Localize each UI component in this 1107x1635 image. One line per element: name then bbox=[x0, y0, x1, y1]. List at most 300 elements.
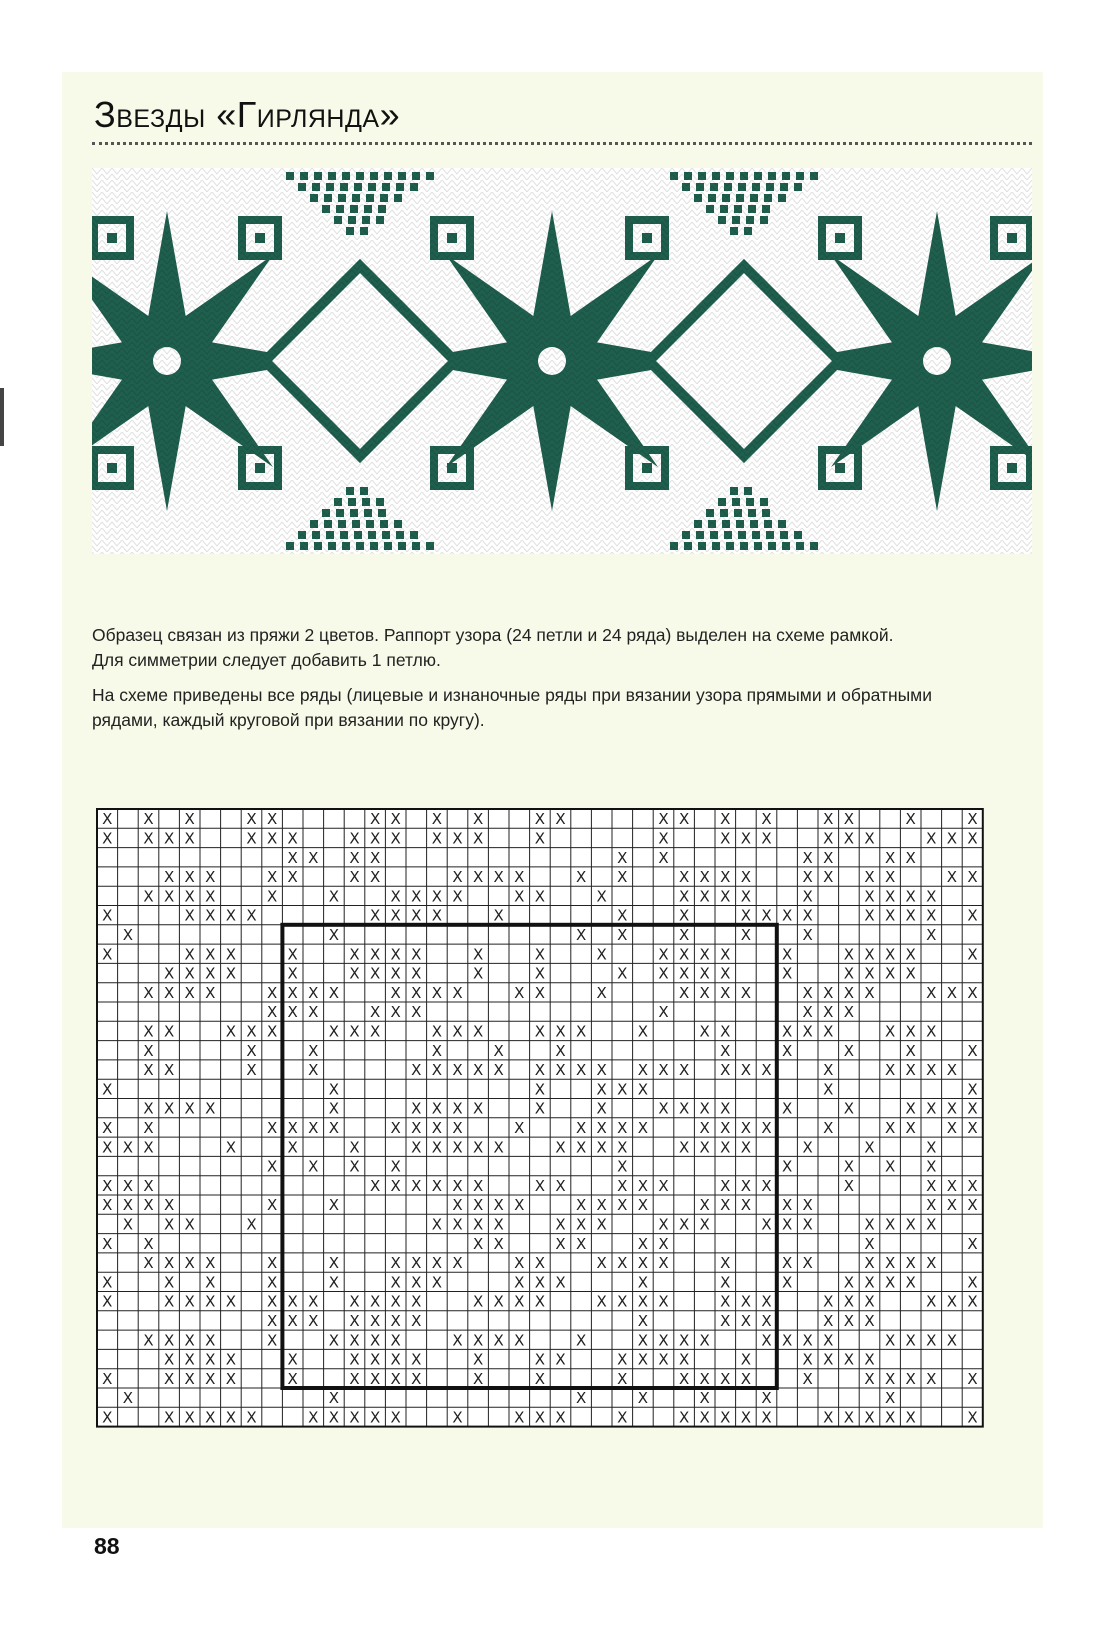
chart-stitch-mark: X bbox=[514, 1196, 525, 1215]
description-paragraph-1 bbox=[92, 623, 1052, 673]
chart-stitch-mark: X bbox=[946, 1292, 958, 1311]
chart-stitch-mark: X bbox=[946, 1099, 958, 1118]
chart-stitch-mark: X bbox=[905, 1041, 916, 1060]
chart-stitch-mark: X bbox=[678, 1138, 690, 1157]
chart-stitch-mark: X bbox=[266, 887, 278, 906]
chart-stitch-mark: X bbox=[761, 1292, 772, 1311]
chart-stitch-mark: X bbox=[390, 887, 401, 906]
chart-stitch-mark: X bbox=[411, 1138, 422, 1157]
chart-stitch-mark: X bbox=[266, 1196, 278, 1215]
chart-stitch-mark: X bbox=[926, 906, 937, 925]
chart-stitch-mark: X bbox=[514, 1254, 525, 1273]
chart-stitch-mark: X bbox=[411, 1099, 422, 1118]
chart-stitch-mark: X bbox=[143, 887, 154, 906]
chart-stitch-mark: X bbox=[534, 1292, 546, 1311]
chart-stitch-mark: X bbox=[431, 1254, 443, 1273]
chart-stitch-mark: X bbox=[102, 1138, 113, 1157]
chart-stitch-mark: X bbox=[699, 1118, 710, 1137]
chart-stitch-mark: X bbox=[493, 1041, 504, 1060]
chart-stitch-mark: X bbox=[802, 1022, 813, 1041]
chart-stitch-mark: X bbox=[411, 1254, 422, 1273]
chart-stitch-mark: X bbox=[884, 1273, 896, 1292]
chart-stitch-mark: X bbox=[617, 1118, 628, 1137]
chart-stitch-mark: X bbox=[349, 1157, 360, 1176]
chart-stitch-mark: X bbox=[102, 1080, 113, 1099]
chart-stitch-mark: X bbox=[287, 1138, 298, 1157]
chart-stitch-mark: X bbox=[349, 1311, 360, 1330]
chart-stitch-mark: X bbox=[843, 1273, 855, 1292]
chart-stitch-mark: X bbox=[493, 1138, 504, 1157]
chart-stitch-mark: X bbox=[266, 868, 278, 887]
chart-stitch-mark: X bbox=[823, 868, 834, 887]
chart-stitch-mark: X bbox=[864, 1292, 875, 1311]
chart-stitch-mark: X bbox=[163, 1408, 175, 1427]
chart-stitch-mark: X bbox=[411, 1003, 422, 1022]
chart-stitch-mark: X bbox=[184, 1292, 195, 1311]
chart-stitch-mark: X bbox=[699, 1215, 710, 1234]
chart-stitch-mark: X bbox=[205, 1408, 216, 1427]
chart-stitch-mark: X bbox=[163, 1061, 175, 1080]
chart-stitch-mark: X bbox=[905, 1022, 916, 1041]
chart-stitch-mark: X bbox=[369, 1003, 381, 1022]
chart-stitch-mark: X bbox=[781, 1041, 793, 1060]
chart-stitch-mark: X bbox=[699, 1331, 710, 1350]
chart-stitch-mark: X bbox=[781, 1157, 793, 1176]
chart-stitch-mark: X bbox=[967, 1080, 978, 1099]
chart-stitch-mark: X bbox=[905, 1254, 916, 1273]
chart-stitch-mark: X bbox=[287, 945, 298, 964]
chart-stitch-mark: X bbox=[246, 1041, 257, 1060]
chart-stitch-mark: X bbox=[143, 983, 154, 1002]
chart-stitch-mark: X bbox=[658, 1003, 669, 1022]
chart-stitch-mark: X bbox=[452, 868, 463, 887]
chart-stitch-mark: X bbox=[802, 983, 813, 1002]
chart-stitch-mark: X bbox=[864, 1369, 875, 1388]
chart-stitch-mark: X bbox=[781, 906, 793, 925]
chart-stitch-mark: X bbox=[287, 1292, 298, 1311]
chart-stitch-mark: X bbox=[802, 1331, 813, 1350]
chart-stitch-mark: X bbox=[967, 829, 978, 848]
chart-stitch-mark: X bbox=[472, 1369, 484, 1388]
chart-stitch-mark: X bbox=[843, 1408, 855, 1427]
chart-stitch-mark: X bbox=[472, 868, 484, 887]
chart-stitch-mark: X bbox=[472, 829, 484, 848]
chart-stitch-mark: X bbox=[493, 1215, 504, 1234]
chart-stitch-mark: X bbox=[205, 964, 216, 983]
chart-stitch-mark: X bbox=[678, 964, 690, 983]
chart-stitch-mark: X bbox=[678, 925, 690, 944]
chart-stitch-mark: X bbox=[823, 1311, 834, 1330]
chart-stitch-mark: X bbox=[575, 1061, 587, 1080]
chart-stitch-mark: X bbox=[967, 906, 978, 925]
chart-stitch-mark: X bbox=[369, 964, 381, 983]
chart-stitch-mark: X bbox=[699, 868, 710, 887]
chart-stitch-mark: X bbox=[390, 829, 401, 848]
chart-stitch-mark: X bbox=[184, 1099, 195, 1118]
chart-stitch-mark: X bbox=[699, 1369, 710, 1388]
chart-stitch-mark: X bbox=[761, 829, 772, 848]
chart-stitch-mark: X bbox=[575, 925, 587, 944]
chart-stitch-mark: X bbox=[246, 810, 257, 829]
chart-stitch-mark: X bbox=[637, 1254, 649, 1273]
chart-stitch-mark: X bbox=[905, 906, 916, 925]
chart-stitch-mark: X bbox=[308, 1292, 319, 1311]
chart-stitch-mark: X bbox=[143, 1061, 154, 1080]
chart-stitch-mark: X bbox=[472, 1331, 484, 1350]
chart-stitch-mark: X bbox=[555, 1041, 566, 1060]
chart-stitch-mark: X bbox=[699, 964, 710, 983]
chart-stitch-mark: X bbox=[163, 1369, 175, 1388]
chart-stitch-mark: X bbox=[390, 1273, 401, 1292]
chart-stitch-mark: X bbox=[308, 1408, 319, 1427]
chart-stitch-mark: X bbox=[596, 887, 607, 906]
chart-stitch-mark: X bbox=[287, 1311, 298, 1330]
chart-stitch-mark: X bbox=[637, 1022, 649, 1041]
chart-stitch-mark: X bbox=[266, 829, 278, 848]
chart-stitch-mark: X bbox=[369, 1408, 381, 1427]
chart-stitch-mark: X bbox=[637, 1080, 649, 1099]
chart-stitch-mark: X bbox=[802, 848, 813, 867]
chart-stitch-mark: X bbox=[575, 1234, 587, 1253]
chart-stitch-mark: X bbox=[205, 945, 216, 964]
chart-stitch-mark: X bbox=[431, 810, 443, 829]
chart-stitch-mark: X bbox=[905, 810, 916, 829]
chart-stitch-mark: X bbox=[843, 1292, 855, 1311]
chart-stitch-mark: X bbox=[720, 1273, 731, 1292]
chart-stitch-mark: X bbox=[884, 1157, 896, 1176]
chart-stitch-mark: X bbox=[266, 1331, 278, 1350]
chart-stitch-mark: X bbox=[102, 1118, 113, 1137]
chart-stitch-mark: X bbox=[823, 1292, 834, 1311]
chart-stitch-mark: X bbox=[514, 887, 525, 906]
chart-stitch-mark: X bbox=[369, 868, 381, 887]
chart-stitch-mark: X bbox=[143, 1254, 154, 1273]
chart-stitch-mark: X bbox=[864, 829, 875, 848]
chart-stitch-mark: X bbox=[555, 1022, 566, 1041]
chart-stitch-mark: X bbox=[163, 964, 175, 983]
chart-stitch-mark: X bbox=[617, 1254, 628, 1273]
chart-stitch-mark: X bbox=[802, 1254, 813, 1273]
chart-stitch-mark: X bbox=[761, 1389, 772, 1408]
chart-stitch-mark: X bbox=[411, 906, 422, 925]
chart-stitch-mark: X bbox=[926, 1061, 937, 1080]
chart-stitch-mark: X bbox=[926, 925, 937, 944]
chart-stitch-mark: X bbox=[266, 1292, 278, 1311]
chart-stitch-mark: X bbox=[761, 1311, 772, 1330]
chart-stitch-mark: X bbox=[143, 1331, 154, 1350]
chart-stitch-mark: X bbox=[575, 1196, 587, 1215]
chart-stitch-mark: X bbox=[720, 1408, 731, 1427]
chart-stitch-mark: X bbox=[617, 925, 628, 944]
chart-stitch-mark: X bbox=[225, 1408, 237, 1427]
chart-stitch-mark: X bbox=[225, 1138, 237, 1157]
chart-stitch-mark: X bbox=[534, 1254, 546, 1273]
chart-stitch-mark: X bbox=[225, 1350, 237, 1369]
chart-stitch-mark: X bbox=[369, 1022, 381, 1041]
chart-stitch-mark: X bbox=[472, 1061, 484, 1080]
chart-stitch-mark: X bbox=[843, 810, 855, 829]
chart-stitch-mark: X bbox=[452, 887, 463, 906]
chart-stitch-mark: X bbox=[720, 1176, 731, 1195]
chart-stitch-mark: X bbox=[493, 1331, 504, 1350]
chart-stitch-mark: X bbox=[472, 1292, 484, 1311]
chart-stitch-mark: X bbox=[843, 945, 855, 964]
chart-stitch-mark: X bbox=[699, 887, 710, 906]
chart-stitch-mark: X bbox=[246, 1061, 257, 1080]
chart-stitch-mark: X bbox=[411, 887, 422, 906]
chart-stitch-mark: X bbox=[926, 1157, 937, 1176]
chart-stitch-mark: X bbox=[163, 1254, 175, 1273]
chart-stitch-mark: X bbox=[349, 1292, 360, 1311]
chart-stitch-mark: X bbox=[720, 964, 731, 983]
chart-stitch-mark: X bbox=[452, 1061, 463, 1080]
chart-stitch-mark: X bbox=[534, 1369, 546, 1388]
chart-stitch-mark: X bbox=[472, 1099, 484, 1118]
chart-stitch-mark: X bbox=[266, 1273, 278, 1292]
chart-stitch-mark: X bbox=[596, 1099, 607, 1118]
chart-stitch-mark: X bbox=[287, 868, 298, 887]
chart-stitch-mark: X bbox=[802, 887, 813, 906]
chart-stitch-mark: X bbox=[369, 945, 381, 964]
chart-stitch-mark: X bbox=[514, 868, 525, 887]
chart-stitch-mark: X bbox=[617, 1196, 628, 1215]
chart-stitch-mark: X bbox=[349, 1369, 360, 1388]
chart-stitch-mark: X bbox=[802, 1350, 813, 1369]
chart-stitch-mark: X bbox=[946, 1196, 958, 1215]
chart-stitch-mark: X bbox=[184, 1254, 195, 1273]
chart-stitch-mark: X bbox=[926, 1369, 937, 1388]
chart-stitch-mark: X bbox=[596, 1196, 607, 1215]
chart-stitch-mark: X bbox=[266, 810, 278, 829]
chart-stitch-mark: X bbox=[926, 887, 937, 906]
chart-stitch-mark: X bbox=[658, 829, 669, 848]
chart-stitch-mark: X bbox=[967, 1408, 978, 1427]
chart-stitch-mark: X bbox=[740, 1061, 752, 1080]
chart-stitch-mark: X bbox=[534, 1099, 546, 1118]
chart-stitch-mark: X bbox=[843, 1311, 855, 1330]
chart-stitch-mark: X bbox=[225, 1369, 237, 1388]
chart-stitch-mark: X bbox=[246, 1215, 257, 1234]
chart-stitch-mark: X bbox=[493, 1234, 504, 1253]
chart-stitch-mark: X bbox=[328, 925, 340, 944]
chart-stitch-mark: X bbox=[452, 1196, 463, 1215]
chart-stitch-mark: X bbox=[163, 1331, 175, 1350]
chart-stitch-mark: X bbox=[452, 983, 463, 1002]
chart-stitch-mark: X bbox=[390, 1369, 401, 1388]
chart-stitch-mark: X bbox=[781, 1099, 793, 1118]
chart-stitch-mark: X bbox=[163, 1350, 175, 1369]
chart-stitch-mark: X bbox=[184, 868, 195, 887]
chart-stitch-mark: X bbox=[390, 906, 401, 925]
chart-stitch-mark: X bbox=[472, 1234, 484, 1253]
chart-stitch-mark: X bbox=[390, 1254, 401, 1273]
chart-stitch-mark: X bbox=[411, 1118, 422, 1137]
chart-stitch-mark: X bbox=[781, 1022, 793, 1041]
chart-stitch-mark: X bbox=[596, 983, 607, 1002]
chart-stitch-mark: X bbox=[864, 1254, 875, 1273]
chart-stitch-mark: X bbox=[884, 1061, 896, 1080]
chart-stitch-mark: X bbox=[555, 1408, 566, 1427]
chart-stitch-mark: X bbox=[184, 1408, 195, 1427]
chart-stitch-mark: X bbox=[411, 1292, 422, 1311]
chart-stitch-mark: X bbox=[823, 1331, 834, 1350]
chart-stitch-mark: X bbox=[678, 1215, 690, 1234]
chart-stitch-mark: X bbox=[102, 1196, 113, 1215]
chart-stitch-mark: X bbox=[534, 829, 546, 848]
chart-stitch-mark: X bbox=[967, 1196, 978, 1215]
chart-stitch-mark: X bbox=[349, 868, 360, 887]
chart-stitch-mark: X bbox=[617, 1408, 628, 1427]
knitting-chart bbox=[96, 808, 984, 1433]
chart-stitch-mark: X bbox=[102, 829, 113, 848]
chart-stitch-mark: X bbox=[637, 1389, 649, 1408]
chart-stitch-mark: X bbox=[369, 1331, 381, 1350]
chart-stitch-mark: X bbox=[205, 1254, 216, 1273]
title-dotted-rule bbox=[92, 142, 1032, 145]
chart-stitch-mark: X bbox=[411, 964, 422, 983]
chart-stitch-mark: X bbox=[823, 1080, 834, 1099]
chart-stitch-mark: X bbox=[575, 1022, 587, 1041]
chart-stitch-mark: X bbox=[864, 1215, 875, 1234]
chart-stitch-mark: X bbox=[102, 945, 113, 964]
chart-stitch-mark: X bbox=[823, 848, 834, 867]
chart-stitch-mark: X bbox=[884, 1022, 896, 1041]
chart-stitch-mark: X bbox=[287, 848, 298, 867]
chart-stitch-mark: X bbox=[225, 906, 237, 925]
chart-stitch-mark: X bbox=[472, 1196, 484, 1215]
chart-stitch-mark: X bbox=[184, 983, 195, 1002]
chart-stitch-mark: X bbox=[472, 945, 484, 964]
chart-stitch-mark: X bbox=[308, 1061, 319, 1080]
chart-stitch-mark: X bbox=[761, 810, 772, 829]
chart-stitch-mark: X bbox=[163, 1022, 175, 1041]
chart-stitch-mark: X bbox=[514, 1331, 525, 1350]
chart-stitch-mark: X bbox=[761, 1118, 772, 1137]
chart-stitch-mark: X bbox=[287, 1350, 298, 1369]
chart-stitch-mark: X bbox=[967, 868, 978, 887]
chart-stitch-mark: X bbox=[143, 1138, 154, 1157]
chart-stitch-mark: X bbox=[102, 1292, 113, 1311]
chart-stitch-mark: X bbox=[864, 868, 875, 887]
chart-stitch-mark: X bbox=[596, 1215, 607, 1234]
chart-stitch-mark: X bbox=[266, 1118, 278, 1137]
chart-stitch-mark: X bbox=[967, 1099, 978, 1118]
chart-stitch-mark: X bbox=[143, 1022, 154, 1041]
chart-stitch-mark: X bbox=[163, 1292, 175, 1311]
chart-stitch-mark: X bbox=[431, 1273, 443, 1292]
chart-stitch-mark: X bbox=[740, 1369, 752, 1388]
chart-stitch-mark: X bbox=[905, 1273, 916, 1292]
chart-stitch-mark: X bbox=[884, 906, 896, 925]
chart-stitch-mark: X bbox=[678, 1369, 690, 1388]
chart-stitch-mark: X bbox=[617, 1292, 628, 1311]
chart-stitch-mark: X bbox=[843, 1157, 855, 1176]
chart-stitch-mark: X bbox=[967, 810, 978, 829]
chart-stitch-mark: X bbox=[287, 829, 298, 848]
chart-stitch-mark: X bbox=[308, 1041, 319, 1060]
chart-stitch-mark: X bbox=[514, 983, 525, 1002]
chart-stitch-mark: X bbox=[905, 1369, 916, 1388]
chart-stitch-mark: X bbox=[905, 1061, 916, 1080]
chart-stitch-mark: X bbox=[328, 1408, 340, 1427]
chart-stitch-mark: X bbox=[720, 1041, 731, 1060]
chart-stitch-mark: X bbox=[163, 887, 175, 906]
chart-stitch-mark: X bbox=[905, 1118, 916, 1137]
chart-stitch-mark: X bbox=[184, 906, 195, 925]
chart-stitch-mark: X bbox=[781, 945, 793, 964]
chart-stitch-mark: X bbox=[720, 1099, 731, 1118]
chart-stitch-mark: X bbox=[534, 1408, 546, 1427]
chart-stitch-mark: X bbox=[431, 1061, 443, 1080]
chart-stitch-mark: X bbox=[864, 1311, 875, 1330]
chart-stitch-mark: X bbox=[596, 945, 607, 964]
chart-stitch-mark: X bbox=[926, 1138, 937, 1157]
chart-stitch-mark: X bbox=[720, 945, 731, 964]
chart-stitch-mark: X bbox=[225, 945, 237, 964]
chart-stitch-mark: X bbox=[205, 1292, 216, 1311]
chart-stitch-mark: X bbox=[967, 983, 978, 1002]
chart-stitch-mark: X bbox=[369, 1369, 381, 1388]
description-line: рядами, каждый круговой при вязании по кругу). bbox=[92, 710, 485, 730]
chart-stitch-mark: X bbox=[740, 1292, 752, 1311]
chart-stitch-mark: X bbox=[905, 964, 916, 983]
page-edge-mark bbox=[0, 388, 4, 446]
chart-stitch-mark: X bbox=[740, 983, 752, 1002]
chart-stitch-mark: X bbox=[555, 1350, 566, 1369]
chart-stitch-mark: X bbox=[802, 868, 813, 887]
chart-stitch-mark: X bbox=[143, 1099, 154, 1118]
chart-stitch-mark: X bbox=[637, 1311, 649, 1330]
chart-stitch-mark: X bbox=[823, 1022, 834, 1041]
chart-stitch-mark: X bbox=[369, 829, 381, 848]
chart-stitch-mark: X bbox=[740, 1311, 752, 1330]
chart-stitch-mark: X bbox=[534, 964, 546, 983]
chart-stitch-mark: X bbox=[534, 1176, 546, 1195]
chart-stitch-mark: X bbox=[493, 1061, 504, 1080]
chart-stitch-mark: X bbox=[534, 1061, 546, 1080]
chart-stitch-mark: X bbox=[493, 1196, 504, 1215]
chart-stitch-mark: X bbox=[143, 1196, 154, 1215]
chart-stitch-mark: X bbox=[555, 1061, 566, 1080]
description-paragraph-2 bbox=[92, 683, 1052, 733]
chart-stitch-mark: X bbox=[163, 1099, 175, 1118]
chart-stitch-mark: X bbox=[926, 1215, 937, 1234]
chart-stitch-mark: X bbox=[575, 1389, 587, 1408]
chart-stitch-mark: X bbox=[926, 1254, 937, 1273]
chart-stitch-mark: X bbox=[555, 1138, 566, 1157]
page-title: Звезды «Гирлянда» bbox=[94, 94, 401, 135]
chart-stitch-mark: X bbox=[287, 1369, 298, 1388]
chart-stitch-mark: X bbox=[864, 1350, 875, 1369]
chart-stitch-mark: X bbox=[369, 810, 381, 829]
chart-stitch-mark: X bbox=[143, 829, 154, 848]
chart-stitch-mark: X bbox=[122, 1389, 134, 1408]
chart-stitch-mark: X bbox=[534, 945, 546, 964]
chart-stitch-mark: X bbox=[328, 1273, 340, 1292]
chart-stitch-mark: X bbox=[102, 810, 113, 829]
chart-stitch-mark: X bbox=[720, 1061, 731, 1080]
chart-stitch-mark: X bbox=[884, 945, 896, 964]
chart-stitch-mark: X bbox=[452, 1215, 463, 1234]
chart-stitch-mark: X bbox=[699, 945, 710, 964]
chart-stitch-mark: X bbox=[617, 1176, 628, 1195]
chart-stitch-mark: X bbox=[390, 1176, 401, 1195]
chart-stitch-mark: X bbox=[205, 983, 216, 1002]
chart-stitch-mark: X bbox=[905, 1215, 916, 1234]
chart-stitch-mark: X bbox=[349, 848, 360, 867]
chart-stitch-mark: X bbox=[390, 810, 401, 829]
chart-stitch-mark: X bbox=[266, 1311, 278, 1330]
